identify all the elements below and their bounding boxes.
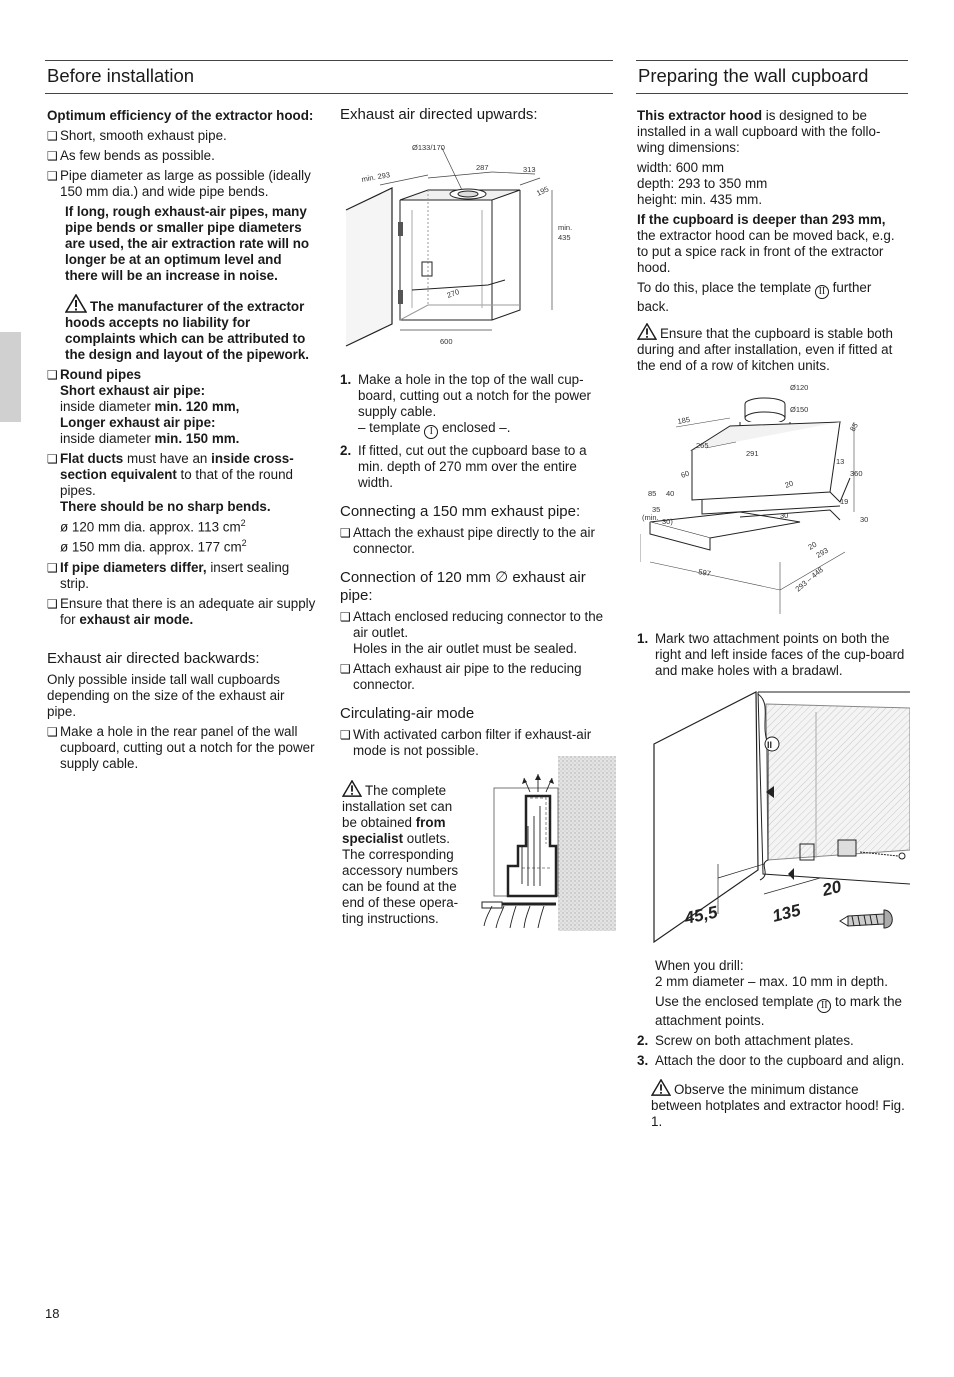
subheading-circulating: Circulating-air mode (340, 705, 475, 722)
list-item: ❑ Pipe diameter as large as possible (ideally 150 mm dia.) and wide pipe bends. (47, 168, 311, 199)
template-paragraph: To do this, place the template II further back. (637, 280, 872, 314)
subheading-150: Connecting a 150 mm exhaust pipe: (340, 503, 581, 520)
page-tab-marker (0, 332, 21, 422)
warning-icon (637, 323, 657, 340)
warning-icon (342, 780, 362, 797)
dim-20b-label: 20 (806, 539, 819, 552)
checkbox-icon: ❑ (47, 149, 58, 163)
checkbox-icon: ❑ (47, 129, 58, 143)
left-column (45, 60, 613, 94)
checkbox-icon: ❑ (47, 452, 58, 466)
dim-min-293-label: min. 293 (360, 170, 391, 184)
drill-note: When you drill: 2 mm diameter – max. 10 mm in depth. (655, 958, 888, 989)
checkbox-icon: ❑ (47, 596, 58, 611)
dim-185-label: 185 (676, 414, 691, 426)
template-i-icon: I (424, 425, 438, 439)
dim-60-label: 60 (679, 468, 691, 480)
list-item: ❑ Attach enclosed reducing connector to the air outlet. Holes in the air outlet must be sealed. (340, 609, 604, 656)
dim-195-label: 195 (535, 184, 551, 198)
intro-paragraph: This extractor hood is designed to be installed in a wall cupboard with the follo-wing dimensions: (637, 108, 881, 155)
dim-597-label: 597 (697, 567, 712, 579)
dim-435-label: 435 (558, 233, 571, 242)
list-item-flat-ducts: ❑ Flat ducts must have an inside cross-section equivalent to that of the round pipes. There should be no sharp bends. ø 120 mm dia. approx. 113 $cm^2$ ø 150 mm dia. approx. 177 $cm^2$ (47, 451, 294, 555)
template-ii-icon: II (817, 999, 831, 1013)
dim-35-label: 35 (652, 505, 661, 514)
dim-min-label: (min. (642, 513, 659, 522)
attachment-points-diagram (648, 684, 910, 944)
dim-360-label: 360 (850, 469, 863, 478)
checkbox-icon: ❑ (340, 610, 351, 624)
template-ii-icon: II (815, 285, 829, 299)
cupboard-upwards-diagram (340, 130, 580, 352)
dim-30c-label: 30 (860, 515, 869, 524)
step-2: 2. Screw on both attachment plates. (637, 1033, 854, 1048)
step-3: 3. Attach the door to the cupboard and align. (637, 1053, 905, 1068)
dim-85-label: 85 (847, 421, 860, 433)
stable-paragraph: Ensure that the cupboard is stable both during and after installation, even if fitted at the end of a row of kitchen units. (637, 323, 907, 374)
section-heading-preparing: Preparing the wall cupboard (636, 60, 908, 94)
dim-291-label: 291 (746, 449, 759, 458)
warning-icon (651, 1079, 671, 1096)
dim-20-label: 20 (783, 478, 795, 490)
dim-20-label: 20 (820, 876, 844, 900)
checkbox-icon: ❑ (47, 368, 58, 382)
hood-dimensions-diagram (640, 382, 880, 618)
checkbox-icon: ❑ (340, 526, 351, 540)
list-item: ❑ As few bends as possible. (47, 148, 215, 163)
dim-265-label: 265 (696, 441, 709, 450)
dim-287-label: 287 (476, 163, 489, 172)
observe-note: Observe the minimum distance between hotplates and extractor hood! Fig. 1. (637, 1079, 909, 1130)
section-heading-before-installation: Before installation (45, 60, 613, 94)
screw-icon (840, 910, 892, 928)
dim-293-label: 293 (814, 545, 830, 560)
subheading-backwards: Exhaust air directed backwards: (47, 649, 260, 667)
list-item: ❑ Attach the exhaust pipe directly to the air connector. (340, 525, 595, 556)
dim-40-label: 40 (666, 489, 675, 498)
template-ii-mark: II (767, 740, 773, 750)
list-item: ❑ Short, smooth exhaust pipe. (47, 128, 227, 143)
deeper-paragraph: If the cupboard is deeper than 293 mm, the extractor hood can be moved back, e.g. to put a spice rack in front of the extractor hood. (637, 212, 895, 275)
dim-min-label: min. (558, 223, 573, 232)
dim-448-label: 293 – 448 (793, 565, 825, 594)
warning-paragraph: The manufacturer of the extractor hoods accepts no liability for complaints which can be attributed to the design and layout of the pipework. (47, 294, 317, 363)
list-item: ❑ With activated carbon filter if exhaust-air mode is not possible. (340, 727, 592, 758)
dim-30b-label: 30 (780, 511, 789, 520)
dim-85b-label: 85 (648, 489, 657, 498)
dimensions-list: width: 600 mm depth: 293 to 350 mm height: min. 435 mm. (637, 160, 768, 207)
step-2: 2. If fitted, cut out the cupboard base to a min. depth of 270 mm over the entire width. (340, 443, 587, 490)
checkbox-icon: ❑ (340, 728, 351, 742)
step-1: 1. Make a hole in the top of the wall cup-board, cutting out a notch for the power supply cable. – template I enclosed –. (340, 372, 591, 437)
list-item: ❑ Make a hole in the rear panel of the wall cupboard, cutting out a notch for the power supply cable. (47, 723, 315, 771)
dim-30a-label: 30) (662, 517, 673, 526)
dim-150-label: Ø150 (790, 405, 809, 414)
subheading-upwards: Exhaust air directed upwards: (340, 106, 538, 123)
efficiency-title: Optimum efficiency of the extractor hood: (47, 108, 314, 123)
checkbox-icon: ❑ (47, 560, 58, 575)
page-number: 18 (45, 1306, 60, 1321)
dim-120-label: Ø120 (790, 383, 809, 392)
right-lower-text (637, 958, 909, 1134)
use-template-note: Use the enclosed template II to mark the attachment points. (655, 994, 902, 1028)
right-column (636, 60, 908, 94)
right-text-column (637, 108, 907, 378)
backwards-paragraph: Only possible inside tall wall cupboards depending on the size of the exhaust air pipe. (47, 671, 285, 719)
list-item: ❑ Attach exhaust air pipe to the reducing connector. (340, 661, 582, 692)
checkbox-icon: ❑ (47, 724, 58, 739)
installation-set-note: The complete installation set can be obtained from specialist outlets. The corresponding accessory numbers can be found at the end of these opera-ting instructions. (342, 780, 470, 931)
dim-19-label: 19 (840, 497, 849, 506)
checkbox-icon: ❑ (47, 169, 58, 183)
dim-135-label: 135 (770, 900, 803, 926)
warning-icon (65, 294, 87, 313)
list-item-air-supply: ❑ Ensure that there is an adequate air supply for exhaust air mode. (47, 595, 316, 627)
subheading-120: Connection of 120 mm ∅ exhaust air pipe: (340, 569, 586, 604)
list-item-pipe-diameters: ❑ If pipe diameters differ, insert sealing strip. (47, 559, 290, 591)
right-step-1 (637, 631, 909, 683)
dim-13-label: 13 (836, 457, 845, 466)
dim-270-label: 270 (445, 287, 461, 300)
airflow-diagram (478, 756, 616, 931)
list-item-round-pipes: ❑ Round pipes Short exhaust air pipe: inside diameter min. 120 mm, Longer exhaust air pipe: inside diameter min. 150 mm. (47, 367, 240, 446)
left-text-column (47, 108, 317, 776)
dim-600-label: 600 (440, 337, 453, 346)
dim-455-label: 45,5 (682, 902, 720, 928)
checkbox-icon: ❑ (340, 662, 351, 676)
middle-column (340, 106, 615, 763)
dim-pipe-label: Ø133/170 (412, 143, 445, 152)
dim-313-label: 313 (523, 165, 536, 174)
bold-paragraph: If long, rough exhaust-air pipes, many pipe bends or smaller pipe diameters are used, the air extraction rate will no longer be at an optimum level and there will be an increase in noise. (65, 204, 310, 283)
step-1: 1. Mark two attachment points on both the right and left inside faces of the cup-board and make holes with a bradawl. (637, 631, 905, 678)
